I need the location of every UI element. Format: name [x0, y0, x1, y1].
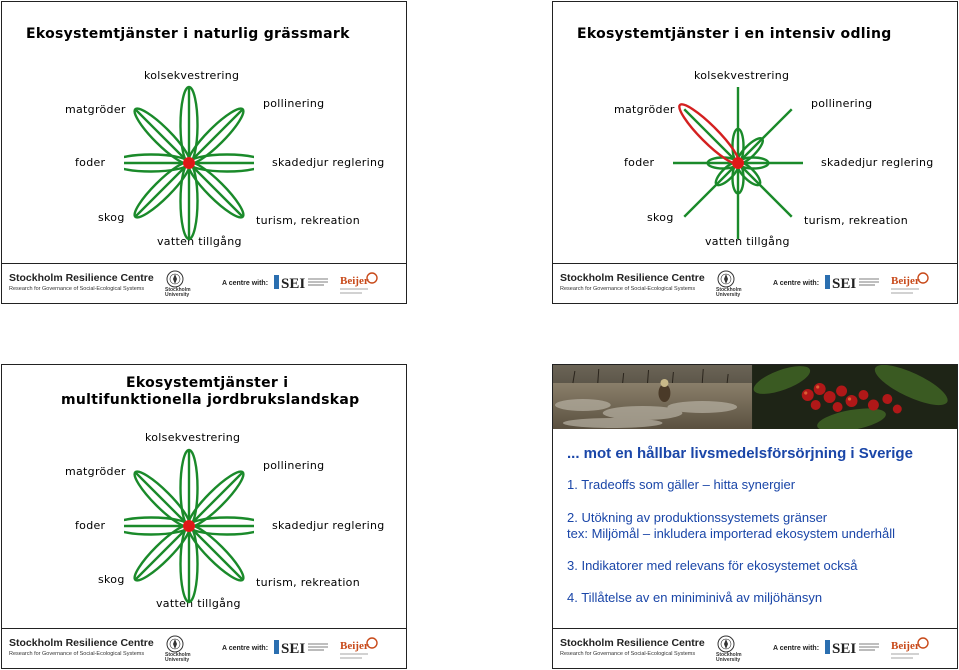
src-logo — [560, 638, 705, 659]
label-turism: turism, rekreation — [804, 214, 908, 227]
footer-logos — [553, 263, 957, 303]
svg-text:Beijer: Beijer — [340, 275, 369, 287]
label-matgroder: matgröder — [614, 103, 675, 116]
label-kolsekvestrering: kolsekvestrering — [694, 69, 790, 82]
label-matgroder: matgröder — [65, 103, 126, 116]
beijer-logo-icon — [338, 635, 378, 663]
label-pollinering: pollinering — [811, 97, 873, 110]
svg-text:SEI: SEI — [832, 276, 857, 292]
src-subtitle: Research for Governance of Social-Ecological Systems — [560, 286, 696, 292]
spoke-matgroder — [684, 109, 738, 163]
svg-text:SEI: SEI — [281, 641, 306, 657]
svg-text:SEI: SEI — [281, 276, 306, 292]
sei-logo-icon — [274, 637, 329, 657]
su-name: Stockholm University — [716, 652, 742, 663]
label-pollinering: pollinering — [263, 97, 325, 110]
label-turism: turism, rekreation — [256, 576, 360, 589]
footer-logos — [2, 263, 406, 303]
label-kolsekvestrering: kolsekvestrering — [144, 69, 240, 82]
sei-logo-icon — [825, 272, 880, 292]
label-vatten: vatten tillgång — [156, 597, 241, 610]
src-subtitle: Research for Governance of Social-Ecological Systems — [9, 651, 145, 657]
footer-logos — [553, 628, 957, 668]
src-name: Stockholm Resilience Centre — [560, 637, 705, 649]
list-item: tex: Miljömål – inkludera importerad ekosystem underhåll — [567, 526, 896, 541]
slide-title-line2: multifunktionella jordbrukslandskap — [61, 392, 360, 408]
spoke-turism — [738, 163, 792, 217]
list-item: 1. Tradeoffs som gäller – hitta synergier — [567, 477, 796, 492]
svg-text:Beijer: Beijer — [340, 640, 369, 652]
svg-text:SEI: SEI — [832, 641, 857, 657]
label-vatten: vatten tillgång — [157, 235, 242, 248]
sei-logo-icon — [274, 272, 329, 292]
src-subtitle: Research for Governance of Social-Ecological Systems — [560, 651, 696, 657]
label-matgroder: matgröder — [65, 465, 126, 478]
src-subtitle: Research for Governance of Social-Ecological Systems — [9, 286, 145, 292]
src-logo — [9, 273, 154, 294]
src-name: Stockholm Resilience Centre — [560, 272, 705, 284]
footer-logos — [2, 628, 406, 668]
header-photo-strip — [553, 365, 957, 429]
src-name: Stockholm Resilience Centre — [9, 637, 154, 649]
flower-center — [183, 520, 195, 532]
centre-with-label: A centre with: — [773, 280, 820, 287]
list-item: 4. Tillåtelse av en miniminivå av miljöhänsyn — [567, 590, 823, 605]
su-name: Stockholm University — [165, 652, 191, 663]
ecosystem-flower-diagram — [673, 78, 803, 248]
label-turism: turism, rekreation — [256, 214, 360, 227]
slide-sustainable-food-supply — [552, 364, 958, 669]
label-kolsekvestrering: kolsekvestrering — [145, 431, 241, 444]
flower-center — [183, 157, 195, 169]
spoke-pollinering — [738, 109, 792, 163]
slide-natural-grassland — [1, 1, 407, 304]
label-skadedjur: skadedjur reglering — [272, 519, 385, 532]
ecosystem-flower-diagram — [124, 441, 254, 611]
label-skog: skog — [98, 211, 125, 224]
slide-heading: ... mot en hållbar livsmedelsförsörjning i Sverige — [567, 445, 913, 462]
spoke-skog — [684, 163, 738, 217]
su-name: Stockholm University — [165, 287, 191, 298]
su-name: Stockholm University — [716, 287, 742, 298]
slide-intensive-farming — [552, 1, 958, 304]
beijer-logo-icon — [889, 270, 929, 298]
label-skadedjur: skadedjur reglering — [821, 156, 934, 169]
beijer-logo-icon — [889, 635, 929, 663]
centre-with-label: A centre with: — [222, 280, 269, 287]
beijer-logo-icon — [338, 270, 378, 298]
src-name: Stockholm Resilience Centre — [9, 272, 154, 284]
slide-title-line1: Ekosystemtjänster i — [126, 375, 289, 391]
label-foder: foder — [624, 156, 655, 169]
label-pollinering: pollinering — [263, 459, 325, 472]
label-foder: foder — [75, 156, 106, 169]
sei-logo-icon — [825, 637, 880, 657]
centre-with-label: A centre with: — [222, 645, 269, 652]
slide-title: Ekosystemtjänster i en intensiv odling — [577, 26, 892, 42]
flower-center — [732, 157, 744, 169]
slide-title: Ekosystemtjänster i naturlig grässmark — [26, 26, 350, 42]
label-vatten: vatten tillgång — [705, 235, 790, 248]
label-skog: skog — [98, 573, 125, 586]
slide-multifunctional-landscape — [1, 364, 407, 669]
list-item: 2. Utökning av produktionssystemets gränser — [567, 510, 828, 525]
label-foder: foder — [75, 519, 106, 532]
src-logo — [9, 638, 154, 659]
ecosystem-flower-diagram — [124, 78, 254, 248]
svg-text:Beijer: Beijer — [891, 640, 920, 652]
label-skadedjur: skadedjur reglering — [272, 156, 385, 169]
list-item: 3. Indikatorer med relevans för ekosystemet också — [567, 558, 858, 573]
svg-text:Beijer: Beijer — [891, 275, 920, 287]
centre-with-label: A centre with: — [773, 645, 820, 652]
label-skog: skog — [647, 211, 674, 224]
src-logo — [560, 273, 705, 294]
